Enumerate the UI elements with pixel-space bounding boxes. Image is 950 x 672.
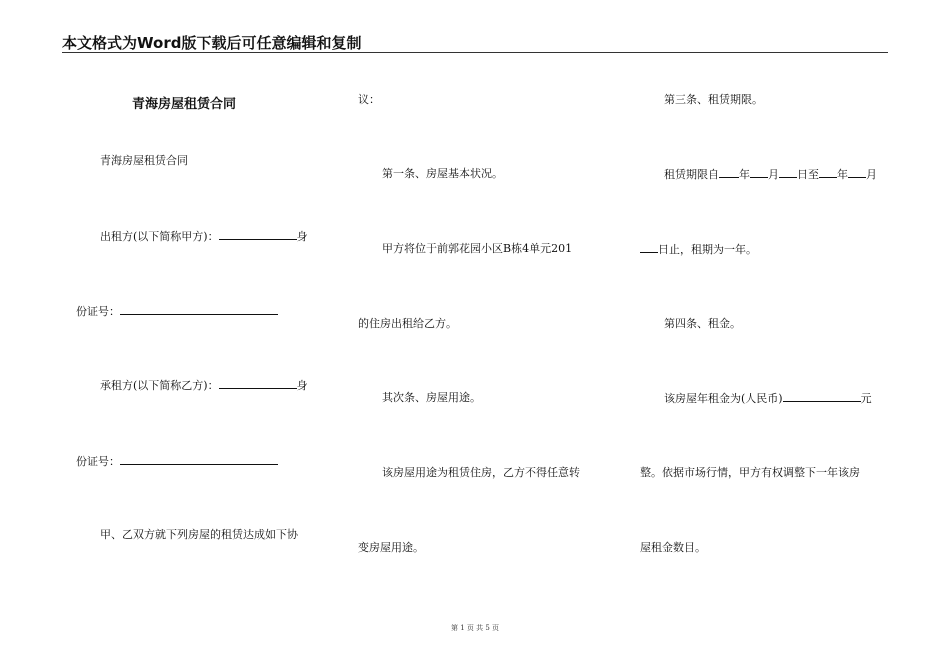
rent-adjustment-text-continued: 屋租金数目。 [640, 541, 706, 554]
lessee-label: 承租方(以下简称乙方)： [100, 379, 219, 392]
lessor-line [76, 229, 308, 244]
lease-term-line [640, 167, 877, 182]
article-2-text: 该房屋用途为租赁住房，乙方不得任意转 [382, 466, 580, 479]
lessor-id-prefix: 身 [296, 230, 308, 243]
start-year-label: 年 [739, 168, 750, 181]
lessee-name-blank [219, 378, 297, 389]
page-number-footer: 第 1 页 共 5 页 [450, 624, 500, 632]
lessee-line [76, 378, 308, 393]
page-column-3 [640, 60, 890, 620]
lessor-name-blank [219, 229, 297, 240]
end-month-label: 月 [866, 168, 877, 181]
end-day-blank [640, 242, 658, 253]
download-notice-header: 本文格式为Word版下载后可任意编辑和复制 [62, 34, 362, 52]
rent-adjustment-text: 整。依据市场行情，甲方有权调整下一年该房 [640, 466, 860, 479]
article-3-heading: 第三条、租赁期限。 [664, 93, 763, 106]
lessor-id-line [76, 304, 278, 319]
document-title: 青海房屋租赁合同 [132, 97, 237, 112]
agreement-intro-continued: 议： [358, 93, 380, 106]
header-divider [62, 52, 888, 53]
article-2-heading: 其次条、房屋用途。 [382, 391, 481, 404]
article-1-text: 甲方将位于前郭花园小区B栋4单元201 [382, 242, 573, 255]
lessee-id-label: 份证号： [76, 455, 120, 468]
start-day-label: 日至 [797, 168, 819, 181]
start-day-blank [779, 167, 797, 178]
lease-term-label: 租赁期限自 [664, 168, 719, 181]
lessee-id-line [76, 454, 278, 469]
start-month-blank [750, 167, 768, 178]
article-1-text-continued: 的住房出租给乙方。 [358, 317, 457, 330]
annual-rent-line [640, 391, 872, 406]
lessee-id-prefix: 身 [296, 379, 308, 392]
agreement-intro-line: 甲、乙双方就下列房屋的租赁达成如下协 [100, 528, 298, 541]
lessor-id-blank [120, 304, 278, 315]
page-column-2 [358, 60, 608, 620]
annual-rent-unit: 元 [860, 392, 872, 405]
start-month-label: 月 [768, 168, 779, 181]
lessor-id-label: 份证号： [76, 305, 120, 318]
lease-term-line-continued [640, 242, 757, 257]
lessee-id-blank [120, 454, 278, 465]
annual-rent-label: 该房屋年租金为(人民币) [664, 392, 783, 405]
lessor-label: 出租方(以下简称甲方)： [100, 230, 219, 243]
article-1-heading: 第一条、房屋基本状况。 [382, 167, 503, 180]
end-year-label: 年 [837, 168, 848, 181]
contract-name-line: 青海房屋租赁合同 [100, 154, 188, 167]
article-4-heading: 第四条、租金。 [664, 317, 741, 330]
start-year-blank [719, 167, 739, 178]
annual-rent-blank [783, 391, 861, 402]
end-year-blank [819, 167, 837, 178]
page-column-1 [76, 60, 326, 620]
end-month-blank [848, 167, 866, 178]
article-2-text-continued: 变房屋用途。 [358, 541, 424, 554]
lease-term-end-text: 日止，租期为一年。 [658, 243, 757, 256]
